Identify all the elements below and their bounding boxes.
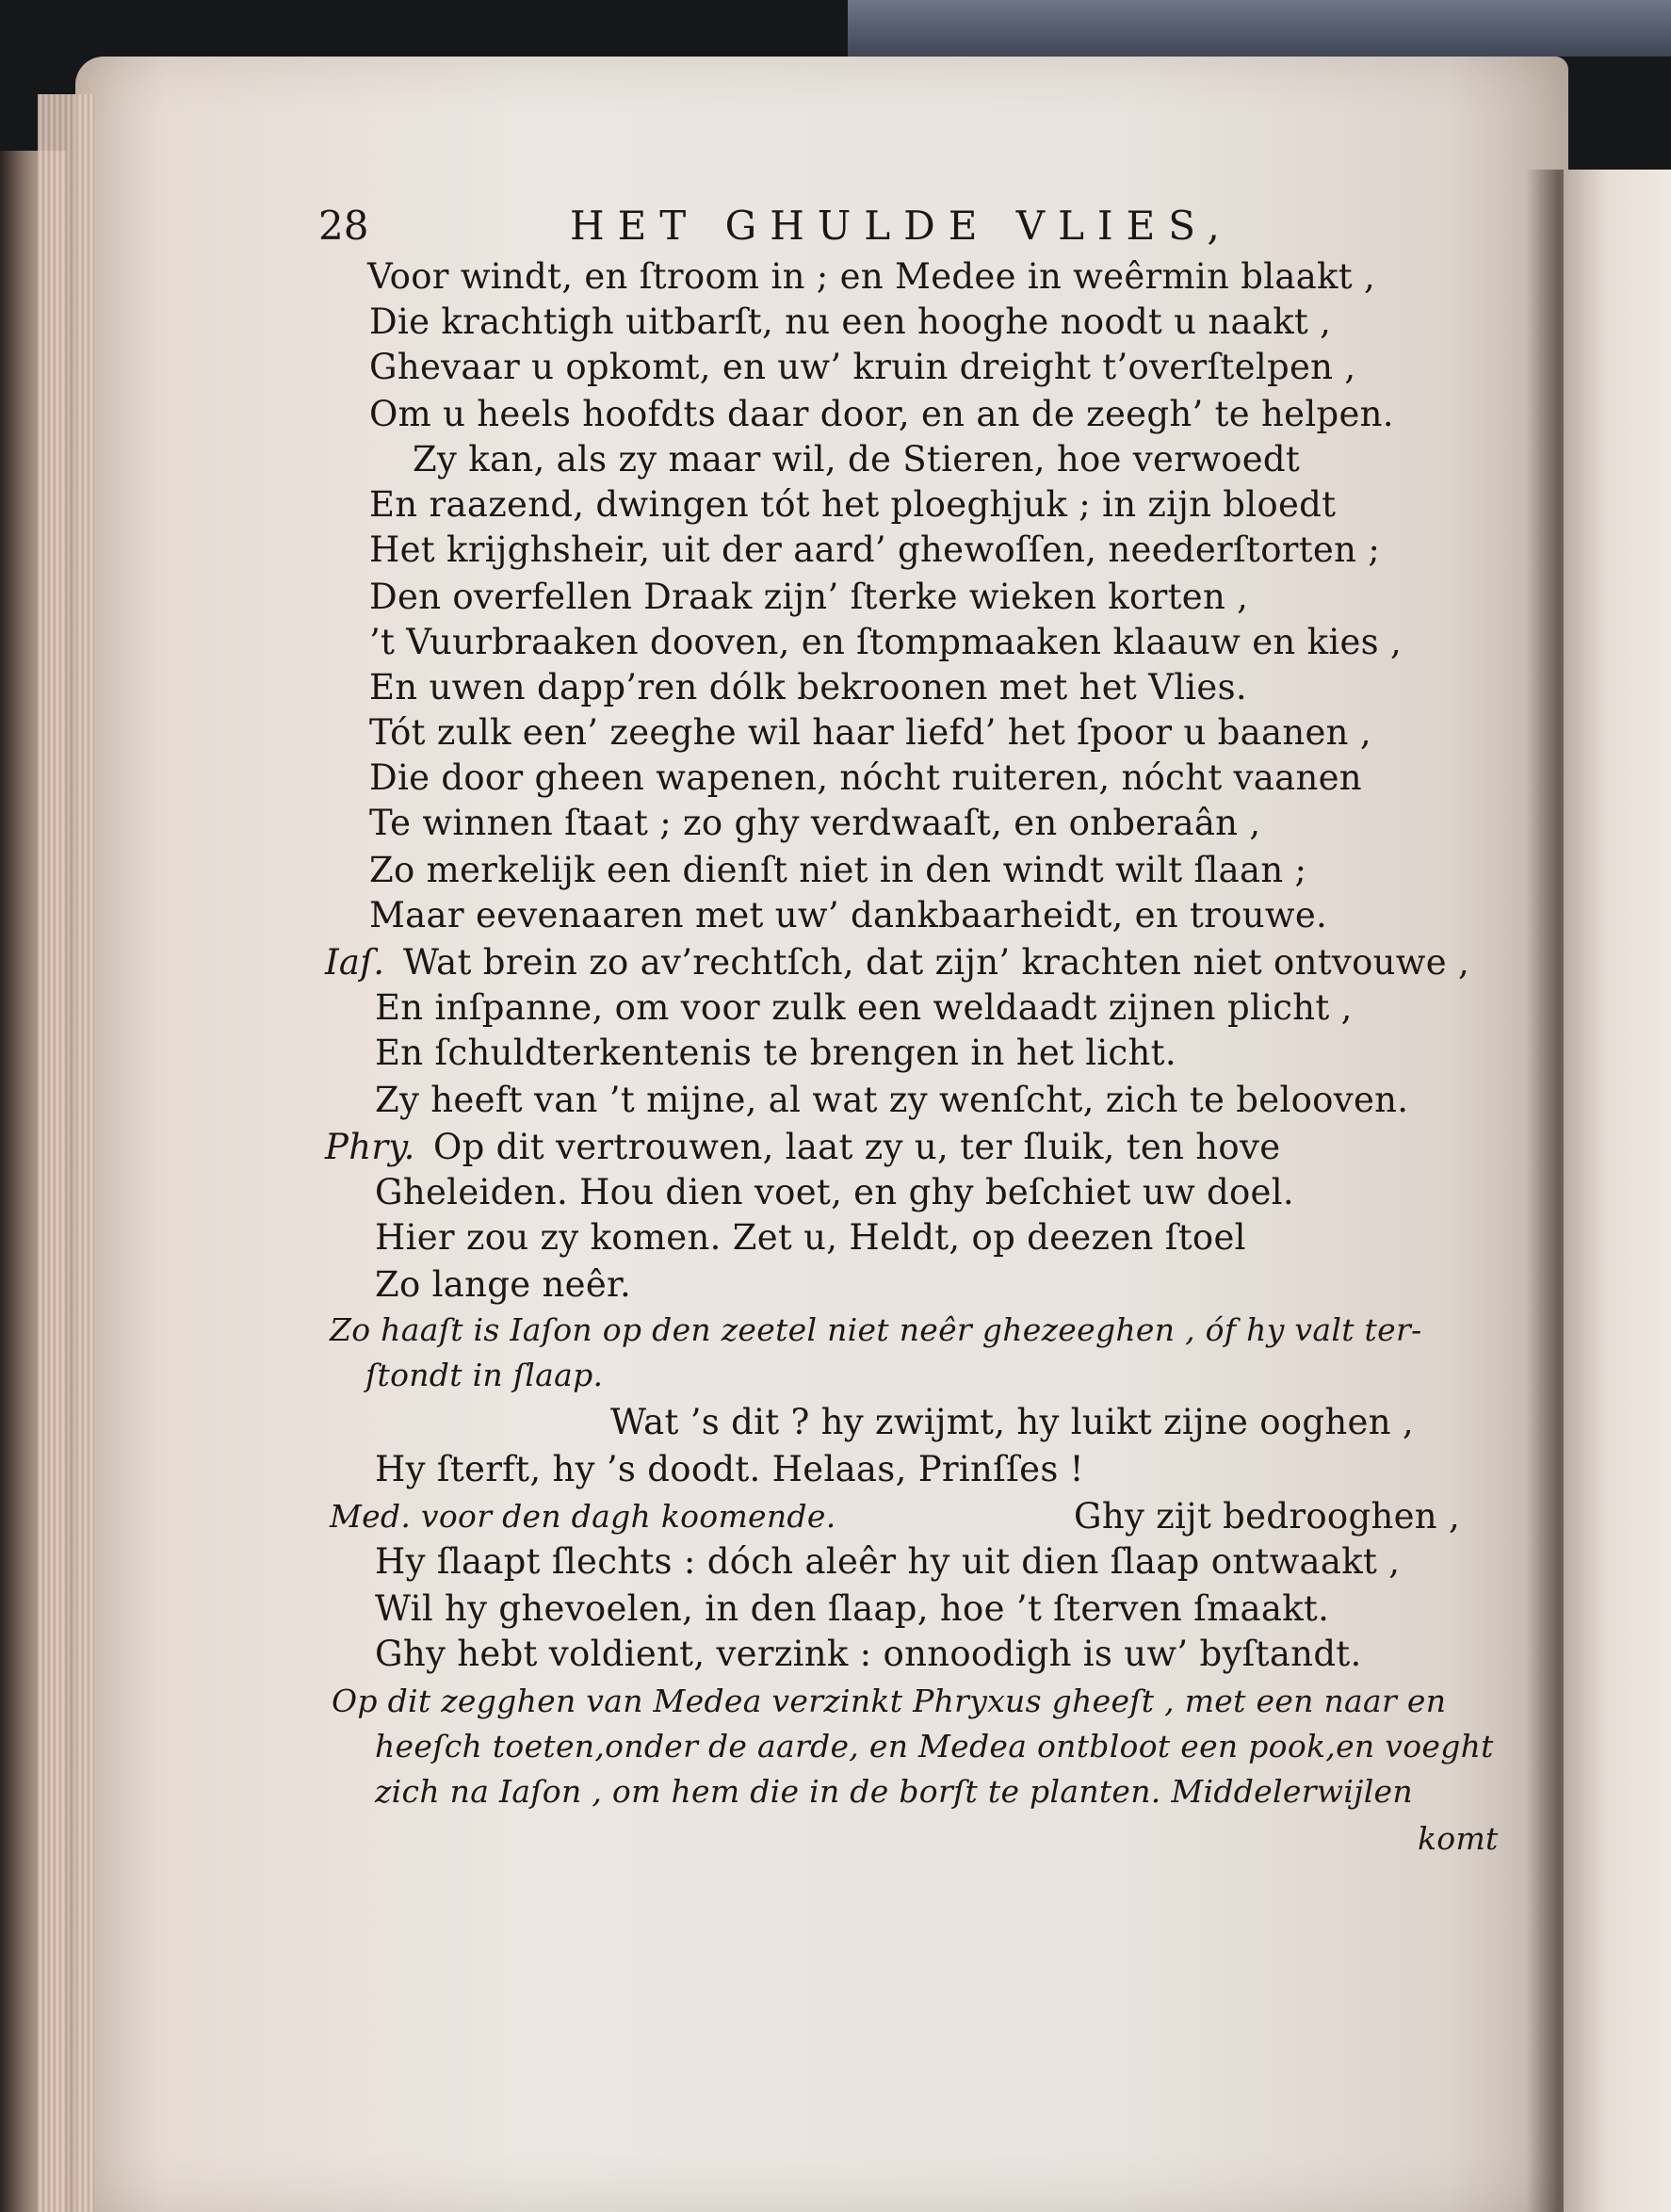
verse-line: Hy ſlaapt ſlechts : dóch aleêr hy uit dien ſlaap ontwaakt , bbox=[375, 1541, 1401, 1582]
stage-direction: Zo haaſt is Iaſon op den zeetel niet neêr ghezeeghen , óf hy valt ter- bbox=[330, 1311, 1422, 1348]
verse-line: Die door gheen wapenen, nócht ruiteren, nócht vaanen bbox=[369, 757, 1362, 798]
verse-line: Ghy zijt bedrooghen , bbox=[1074, 1496, 1461, 1537]
verse-line: Wat brein zo av’rechtſch, dat zijn’ krachten niet ontvouwe , bbox=[403, 942, 1470, 983]
verse-line: Het krijghsheir, uit der aard’ ghewoſſen, neederſtorten ; bbox=[369, 529, 1381, 570]
verse-line: En raazend, dwingen tót het ploeghjuk ; in zijn bloedt bbox=[369, 484, 1337, 525]
stage-direction: zich na Iaſon , om hem die in de borſt te planten. Middelerwijlen bbox=[375, 1773, 1413, 1810]
stage-direction: heeſch toeten,onder de aarde, en Medea ontbloot een pook,en voeght bbox=[375, 1728, 1494, 1765]
stage-direction: Med. voor den dagh koomende. bbox=[330, 1498, 836, 1535]
verse-line: En ſchuldterkentenis te brengen in het licht. bbox=[375, 1033, 1176, 1073]
verse-line: Te winnen ſtaat ; zo ghy verdwaaſt, en onberaân , bbox=[369, 803, 1261, 843]
verse-line: Gheleiden. Hou dien voet, en ghy beſchiet uw doel. bbox=[375, 1172, 1294, 1212]
verse-line: Hier zou zy komen. Zet u, Heldt, op deezen ſtoel bbox=[375, 1217, 1246, 1258]
facing-page bbox=[1564, 170, 1671, 2212]
verse-line: Hy ſterft, hy ’s doodt. Helaas, Prinſſes ! bbox=[375, 1449, 1084, 1489]
verse-line: Zy heeft van ’t mijne, al wat zy wenſcht, zich te belooven. bbox=[375, 1080, 1409, 1120]
verse-line: ’t Vuurbraaken dooven, en ſtompmaaken klaauw en kies , bbox=[369, 622, 1403, 662]
verse-line: Op dit vertrouwen, laat zy u, ter ſluik, ten hove bbox=[433, 1127, 1281, 1167]
background-fabric bbox=[848, 0, 1671, 57]
page-number: 28 bbox=[318, 203, 369, 249]
verse-line: Wil hy ghevoelen, in den ſlaap, hoe ’t ſterven ſmaakt. bbox=[375, 1588, 1330, 1629]
verse-line: Ghy hebt voldient, verzink : onnoodigh is uw’ byſtandt. bbox=[375, 1634, 1362, 1674]
verse-line: Ghevaar u opkomt, en uw’ kruin dreight t’overſtelpen , bbox=[369, 347, 1356, 387]
verse-line: Die krachtigh uitbarſt, nu een hooghe noodt u naakt , bbox=[369, 301, 1332, 342]
speaker-label: Iaſ. bbox=[325, 942, 385, 983]
verse-line: Om u heels hoofdts daar door, en an de zeegh’ te helpen. bbox=[369, 394, 1394, 434]
verse-line: Zo lange neêr. bbox=[375, 1264, 632, 1305]
verse-line: En inſpanne, om voor zulk een weldaadt zijnen plicht , bbox=[375, 987, 1353, 1028]
catchword: komt bbox=[1418, 1820, 1499, 1857]
verse-line: Zy kan, als zy maar wil, de Stieren, hoe verwoedt bbox=[413, 439, 1301, 480]
page-edges bbox=[38, 94, 94, 2212]
verse-line: Den overfellen Draak zijn’ ſterke wieken korten , bbox=[369, 577, 1249, 617]
stage-direction: ſtondt in ſlaap. bbox=[365, 1357, 604, 1393]
speaker-label: Phry. bbox=[325, 1127, 415, 1167]
verse-line: Tót zulk een’ zeeghe wil haar liefd’ het ſpoor u baanen , bbox=[369, 712, 1371, 753]
verse-line: Maar eevenaaren met uw’ dankbaarheidt, en trouwe. bbox=[369, 895, 1328, 935]
verse-line: En uwen dapp’ren dólk bekroonen met het Vlies. bbox=[369, 667, 1247, 708]
verse-line: Zo merkelijk een dienſt niet in den windt wilt ſlaan ; bbox=[369, 850, 1307, 890]
stage-direction: Op dit zegghen van Medea verzinkt Phryxus gheeſt , met een naar en bbox=[332, 1683, 1447, 1719]
verse-line: Wat ’s dit ? hy zwijmt, hy luikt zijne ooghen , bbox=[610, 1402, 1414, 1442]
running-head: HET GHULDE VLIES, bbox=[570, 203, 1233, 249]
verse-line: Voor windt, en ſtroom in ; en Medee in weêrmin blaakt , bbox=[367, 256, 1376, 297]
